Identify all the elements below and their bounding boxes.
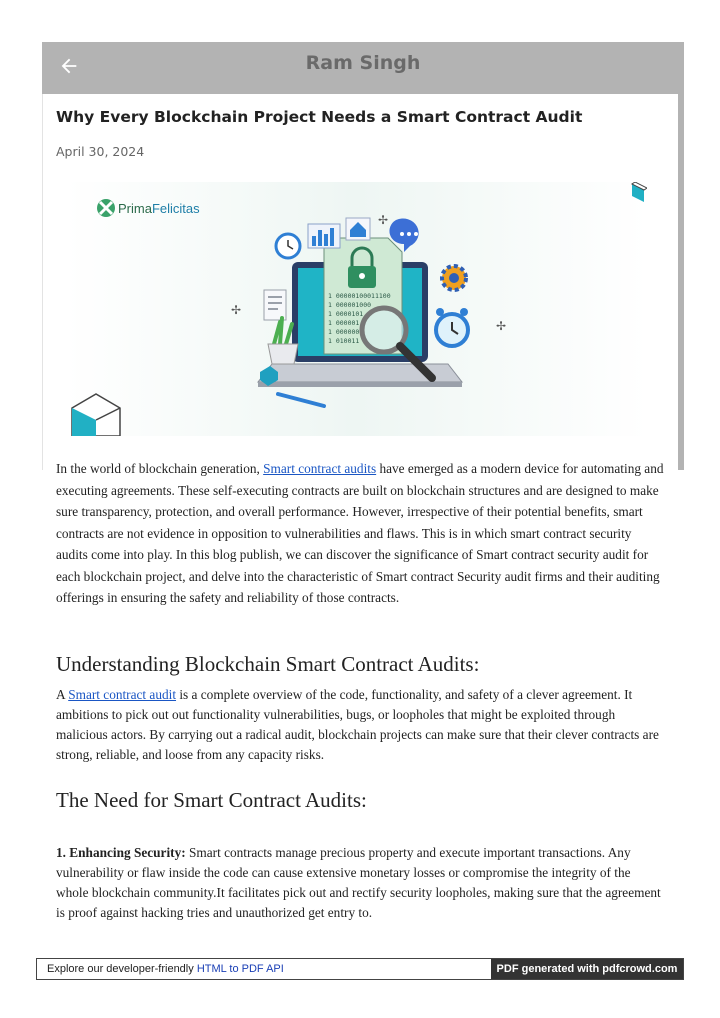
pdf-footer: [36, 958, 684, 980]
svg-text:1 000001000: 1 000001000: [328, 301, 372, 309]
clock-icon: [276, 234, 300, 258]
item-label: 1. Enhancing Security:: [56, 845, 186, 860]
post-date: April 30, 2024: [56, 144, 145, 159]
svg-text:1 000001: 1 000001: [328, 319, 360, 327]
sparkle-icon: ✢: [231, 303, 242, 317]
svg-text:PrimaFelicitas: [118, 201, 200, 216]
enhancing-security-paragraph: 1. Enhancing Security: Smart contracts manage precious property and execute important transactions. Any vulnerability or flaw inside the code can cause extensive monetary losses or compromise the integrity of the whole blockchain community.It facilitates pick out and rectify security loopholes, making sure that the agreement is proof against hacking tries and unauthorized get entry to.: [56, 845, 661, 920]
hero-illustration: [66, 182, 647, 436]
section-heading: The Need for Smart Contract Audits:: [56, 788, 367, 812]
section-heading: Understanding Blockchain Smart Contract Audits:: [56, 652, 480, 676]
alarm-clock-icon: [436, 308, 468, 346]
brand-prefix: Prima: [118, 201, 152, 216]
svg-text:1 00000100011100: 1 00000100011100: [328, 292, 391, 300]
footer-promo: Explore our developer-friendly HTML to PDF API: [47, 963, 284, 975]
understanding-paragraph: A Smart contract audit is a complete overview of the code, functionality, and safety of a clever agreement. It ambitions to pick out out functionality vulnerabilities, bugs, or loopholes that might be exploited through malicious actors. By carrying out a radical audit, blockchain projects can make sure that their clever contracts are strong, reliable, and loose from any capacity risks.: [56, 687, 659, 762]
html-to-pdf-api-link[interactable]: HTML to PDF API: [196, 963, 284, 975]
svg-text:1 010011: 1 010011: [328, 337, 360, 345]
need-section: [56, 788, 666, 923]
app-header: [42, 42, 684, 94]
brand-suffix: Felicitas: [151, 201, 200, 216]
pdfcrowd-badge[interactable]: PDF generated with pdfcrowd.com: [491, 959, 683, 979]
post-title: Why Every Blockchain Project Needs a Smart Contract Audit: [56, 108, 583, 126]
bar-chart-icon: [308, 224, 340, 248]
home-icon: [346, 218, 370, 240]
sparkle-icon: ✢: [496, 319, 507, 333]
intro-section: [56, 458, 666, 609]
gear-icon: [442, 266, 466, 290]
svg-text:1 000000: 1 000000: [328, 328, 360, 336]
smart-contract-audits-link[interactable]: Smart contract audits: [263, 461, 377, 476]
svg-text:1 0000101: 1 0000101: [328, 310, 364, 318]
author-name: Ram Singh: [305, 52, 421, 74]
scrollbar[interactable]: [678, 94, 684, 470]
understanding-section: [56, 652, 666, 765]
smart-contract-audit-link[interactable]: Smart contract audit: [68, 687, 177, 702]
clipboard-icon: [264, 290, 286, 320]
sparkle-icon: ✢: [378, 213, 389, 227]
intro-paragraph: In the world of blockchain generation, Smart contract audits have emerged as a modern device for automating and executing agreements. These self-executing contracts are built on blockchain structures and are designed to make sure transparency, protection, and overall performance. However, irrespective of their potential benefits, smart contracts are not evidence in opposition to vulnerabilities and flaws. This is in which smart contract security audits come into play. In this blog publish, we can discover the significance of Smart contract security audit for each blockchain project, and delve into the characteristic of Smart contract Security audit firms and their auditing offerings in ensuring the safety and reliability of those contracts.: [56, 461, 664, 605]
card-border: [42, 94, 43, 470]
